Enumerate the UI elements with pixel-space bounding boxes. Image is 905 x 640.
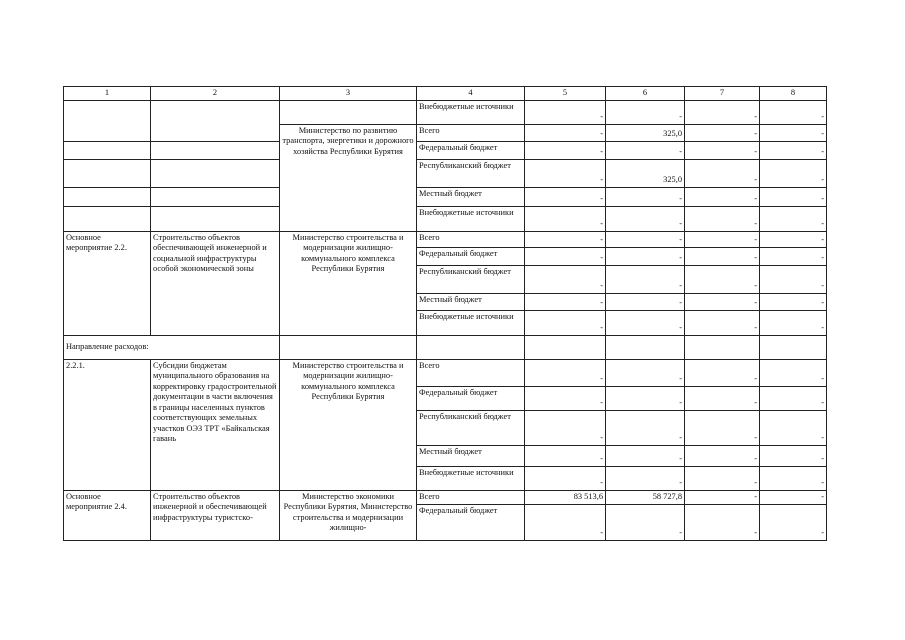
value-cell: - <box>760 231 827 247</box>
column-header: 2 <box>151 87 280 101</box>
table-row <box>64 490 827 504</box>
table-row <box>64 187 827 206</box>
value-cell: - <box>525 293 606 310</box>
table-row <box>64 100 827 124</box>
value-cell: - <box>606 504 685 540</box>
value-cell: 325,0 <box>606 159 685 187</box>
value-cell: - <box>760 187 827 206</box>
table-row <box>64 359 827 386</box>
ministry-cell: Министерство строительства и модернизации жилищно-коммунального комплекса Республики Бурятия <box>280 359 417 490</box>
value-cell: - <box>606 141 685 159</box>
value-cell: - <box>525 187 606 206</box>
table-row <box>64 159 827 187</box>
value-cell: - <box>525 206 606 231</box>
ministry-cell: Министерство строительства и модернизации жилищно-коммунального комплекса Республики Бурятия <box>280 231 417 335</box>
value-cell: - <box>760 466 827 490</box>
value-cell: - <box>606 293 685 310</box>
value-cell: - <box>606 359 685 386</box>
value-cell: - <box>760 386 827 410</box>
value-cell: - <box>685 386 760 410</box>
value-cell: - <box>525 445 606 466</box>
value-cell: - <box>685 310 760 335</box>
value-cell: - <box>525 410 606 445</box>
value-cell: - <box>685 466 760 490</box>
value-cell: - <box>606 410 685 445</box>
source-cell: Федеральный бюджет <box>417 386 525 410</box>
value-cell: - <box>685 124 760 141</box>
value-cell: - <box>685 231 760 247</box>
value-cell: - <box>760 141 827 159</box>
measure-name: Строительство объектов обеспечивающей инженерной и социальной инфраструктуры особой экономической зоны <box>151 231 280 335</box>
value-cell: - <box>606 386 685 410</box>
table-row <box>64 206 827 231</box>
source-cell: Местный бюджет <box>417 293 525 310</box>
column-header: 5 <box>525 87 606 101</box>
name-cell <box>151 187 280 206</box>
name-cell <box>151 159 280 187</box>
source-cell: Федеральный бюджет <box>417 504 525 540</box>
value-cell: - <box>685 445 760 466</box>
source-cell: Всего <box>417 490 525 504</box>
value-cell: - <box>525 159 606 187</box>
value-cell: - <box>606 231 685 247</box>
value-cell: - <box>760 504 827 540</box>
table-row <box>64 141 827 159</box>
column-header: 7 <box>685 87 760 101</box>
table-row <box>64 231 827 247</box>
empty-cell <box>760 335 827 359</box>
code-cell <box>64 187 151 206</box>
value-cell: - <box>606 187 685 206</box>
name-cell <box>151 141 280 159</box>
item-name: Субсидии бюджетам муниципального образования на корректировку градостроительной документации в части включения в границы населенных пунктов соответствующих земельных участков ОЭЗ ТРТ «Байкальская гавань <box>151 359 280 490</box>
source-cell: Республиканский бюджет <box>417 410 525 445</box>
value-cell: - <box>525 141 606 159</box>
value-cell: - <box>525 247 606 265</box>
value-cell: - <box>606 100 685 124</box>
source-cell: Всего <box>417 231 525 247</box>
value-cell: - <box>606 206 685 231</box>
value-cell: - <box>525 504 606 540</box>
column-header: 4 <box>417 87 525 101</box>
measure-code: Основное мероприятие 2.2. <box>64 231 151 335</box>
source-cell: Республиканский бюджет <box>417 265 525 293</box>
value-cell: - <box>685 187 760 206</box>
value-cell: - <box>685 490 760 504</box>
code-cell <box>64 159 151 187</box>
value-cell: - <box>685 141 760 159</box>
ministry-cell: Министерство по развитию транспорта, энергетики и дорожного хозяйства Республики Бурятия <box>280 124 417 231</box>
source-cell: Федеральный бюджет <box>417 141 525 159</box>
measure-code: Основное мероприятие 2.4. <box>64 490 151 540</box>
value-cell: - <box>760 265 827 293</box>
value-cell: - <box>606 265 685 293</box>
column-header: 3 <box>280 87 417 101</box>
source-cell: Внебюджетные источники <box>417 100 525 124</box>
source-cell: Всего <box>417 124 525 141</box>
source-cell: Местный бюджет <box>417 445 525 466</box>
page-bottom-margin <box>0 546 905 640</box>
value-cell: - <box>525 386 606 410</box>
value-cell: - <box>525 310 606 335</box>
value-cell: - <box>606 466 685 490</box>
item-code: 2.2.1. <box>64 359 151 490</box>
empty-cell <box>525 335 606 359</box>
value-cell: - <box>760 247 827 265</box>
value-cell: - <box>760 206 827 231</box>
value-cell: - <box>760 410 827 445</box>
table-header-row <box>64 87 827 101</box>
column-header: 6 <box>606 87 685 101</box>
value-cell: - <box>760 490 827 504</box>
source-cell: Внебюджетные источники <box>417 310 525 335</box>
value-cell: - <box>760 100 827 124</box>
value-cell: - <box>685 100 760 124</box>
empty-cell <box>606 335 685 359</box>
code-cell <box>64 100 151 141</box>
value-cell: - <box>525 124 606 141</box>
source-cell: Всего <box>417 359 525 386</box>
value-cell: - <box>685 247 760 265</box>
ministry-cell <box>280 100 417 124</box>
value-cell: - <box>685 410 760 445</box>
ministry-cell: Министерство экономики Республики Бурятия, Министерство строительства и модернизации жилищно- <box>280 490 417 540</box>
value-cell: - <box>685 206 760 231</box>
empty-cell <box>417 335 525 359</box>
value-cell: - <box>606 310 685 335</box>
value-cell: - <box>685 265 760 293</box>
source-cell: Местный бюджет <box>417 187 525 206</box>
column-header: 8 <box>760 87 827 101</box>
value-cell: - <box>685 504 760 540</box>
budget-table <box>63 86 827 541</box>
source-cell: Внебюджетные источники <box>417 466 525 490</box>
value-cell: - <box>760 359 827 386</box>
value-cell: - <box>685 293 760 310</box>
value-cell: - <box>685 359 760 386</box>
value-cell: - <box>760 293 827 310</box>
source-cell: Федеральный бюджет <box>417 247 525 265</box>
table-row <box>64 335 827 359</box>
value-cell: - <box>760 310 827 335</box>
direction-label: Направление расходов: <box>64 335 280 359</box>
empty-cell <box>685 335 760 359</box>
value-cell: 325,0 <box>606 124 685 141</box>
value-cell: - <box>525 231 606 247</box>
empty-cell <box>280 335 417 359</box>
measure-name: Строительство объектов инженерной и обеспечивающей инфраструктуры туристско- <box>151 490 280 540</box>
value-cell: - <box>760 124 827 141</box>
value-cell: - <box>525 359 606 386</box>
value-cell: - <box>760 445 827 466</box>
code-cell <box>64 206 151 231</box>
name-cell <box>151 100 280 141</box>
name-cell <box>151 206 280 231</box>
value-cell: - <box>525 265 606 293</box>
value-cell: - <box>606 247 685 265</box>
source-cell: Внебюджетные источники <box>417 206 525 231</box>
value-cell: 58 727,8 <box>606 490 685 504</box>
value-cell: - <box>525 466 606 490</box>
column-header: 1 <box>64 87 151 101</box>
value-cell: - <box>606 445 685 466</box>
value-cell: - <box>525 100 606 124</box>
value-cell: - <box>760 159 827 187</box>
value-cell: - <box>685 159 760 187</box>
code-cell <box>64 141 151 159</box>
source-cell: Республиканский бюджет <box>417 159 525 187</box>
value-cell: 83 513,6 <box>525 490 606 504</box>
